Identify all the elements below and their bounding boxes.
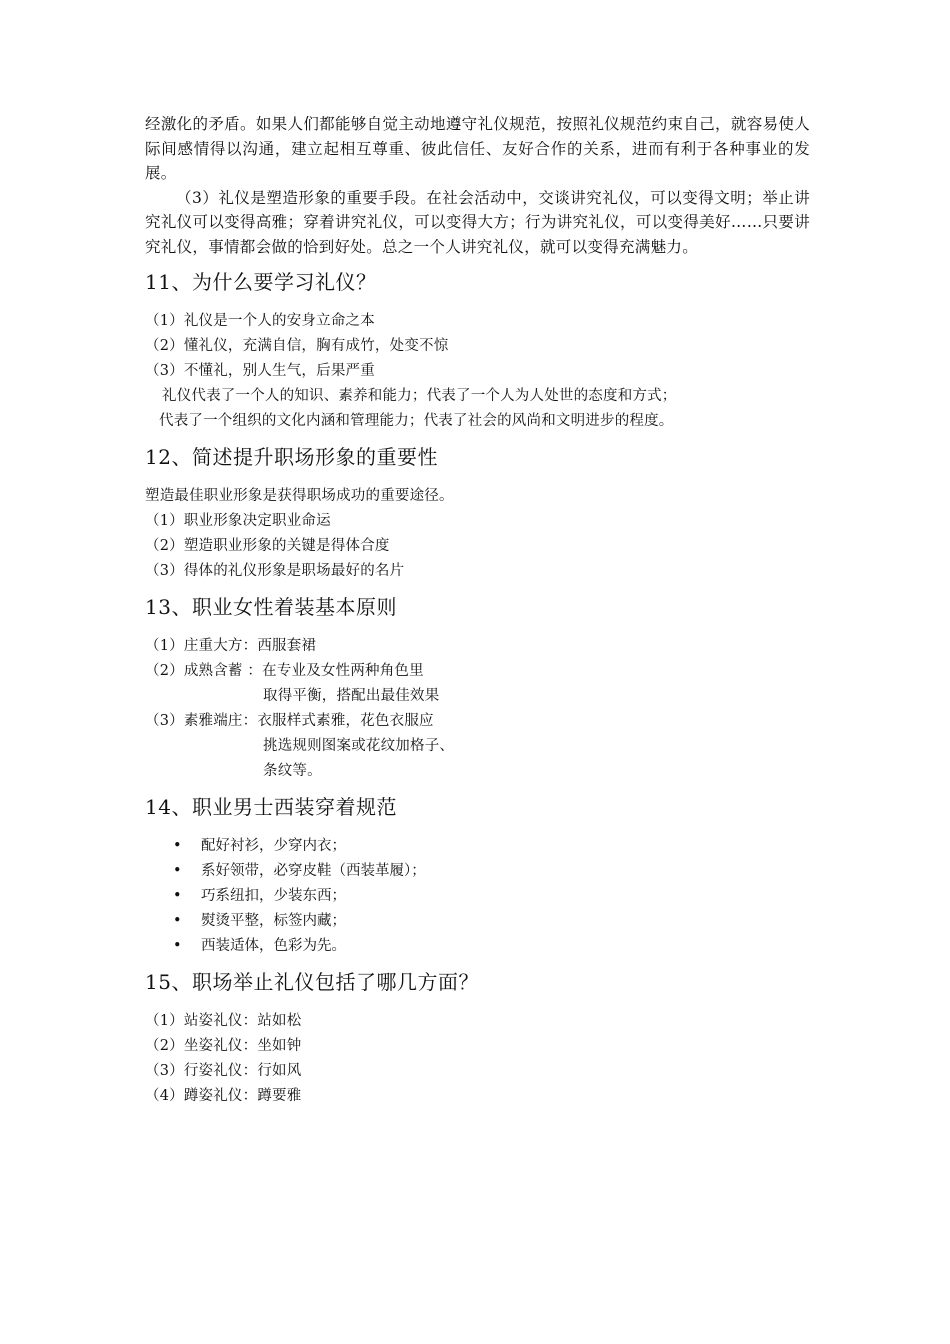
list-item-continuation: 条纹等。 [263,763,322,779]
section-12-heading: 12、简述提升职场形象的重要性 [145,445,438,469]
section-14-heading: 14、职业男士西装穿着规范 [145,795,397,819]
list-item: （1）礼仪是一个人的安身立命之本 [145,313,375,329]
list-item: （3）得体的礼仪形象是职场最好的名片 [145,563,405,579]
section-11-note-1: 礼仪代表了一个人的知识、素养和能力；代表了一个人为人处世的态度和方式； [162,388,677,404]
list-item: （3）素雅端庄：衣服样式素雅，花色衣服应 [145,713,434,729]
bullet-icon: • [173,863,182,879]
document-page [145,112,810,1109]
bullet-icon: • [173,913,182,929]
list-item: （2）塑造职业形象的关键是得体合度 [145,538,390,554]
list-item: （1）庄重大方：西服套裙 [145,638,317,654]
section-15-heading: 15、职场举止礼仪包括了哪几方面？ [145,970,479,994]
section-12-lead: 塑造最佳职业形象是获得职场成功的重要途径。 [145,488,454,504]
list-item-text: 系好领带，必穿皮鞋（西装革履）； [201,863,426,879]
list-item-text: 配好衬衫，少穿内衣； [201,838,346,854]
list-item-continuation: 取得平衡，搭配出最佳效果 [263,688,440,704]
list-item [173,934,810,959]
list-item [173,884,810,909]
intro-paragraph-1: 经激化的矛盾。如果人们都能够自觉主动地遵守礼仪规范，按照礼仪规范约束自己，就容易使人际间感情得以沟通，建立起相互尊重、彼此信任、友好合作的关系，进而有利于各种事业的发展。 [145,115,810,182]
list-item [173,909,810,934]
bullet-icon: • [173,888,182,904]
bullet-icon: • [173,838,182,854]
list-item: （1）职业形象决定职业命运 [145,513,331,529]
intro-paragraph-2: （3）礼仪是塑造形象的重要手段。在社会活动中，交谈讲究礼仪，可以变得文明；举止讲究礼仪可以变得高雅；穿着讲究礼仪，可以变得大方；行为讲究礼仪，可以变得美好……只要讲究礼仪，事情都会做的恰到好处。总之一个人讲究礼仪，就可以变得充满魅力。 [145,188,810,256]
section-11-note-2: 代表了一个组织的文化内涵和管理能力；代表了社会的风尚和文明进步的程度。 [159,413,674,429]
bullet-list [145,834,810,959]
list-item: （2）坐姿礼仪：坐如钟 [145,1038,302,1054]
list-item [173,859,810,884]
list-item-text: 西装适体，色彩为先。 [201,938,346,954]
list-item-continuation: 挑选规则图案或花纹加格子、 [263,738,455,754]
list-item: （2）成熟含蓄 ：在专业及女性两种角色里 [145,663,424,679]
list-item: （3）不懂礼，别人生气，后果严重 [145,363,375,379]
list-item: （1）站姿礼仪：站如松 [145,1013,302,1029]
list-item: （2）懂礼仪，充满自信，胸有成竹，处变不惊 [145,338,449,354]
list-item-text: 熨烫平整，标签内藏； [201,913,346,929]
list-item: （3）行姿礼仪：行如风 [145,1063,302,1079]
section-11-heading: 11、为什么要学习礼仪？ [145,270,377,294]
list-item-text: 巧系纽扣，少装东西； [201,888,346,904]
list-item [173,834,810,859]
bullet-icon: • [173,938,182,954]
section-13-heading: 13、职业女性着装基本原则 [145,595,397,619]
list-item: （4）蹲姿礼仪：蹲要雅 [145,1088,302,1104]
